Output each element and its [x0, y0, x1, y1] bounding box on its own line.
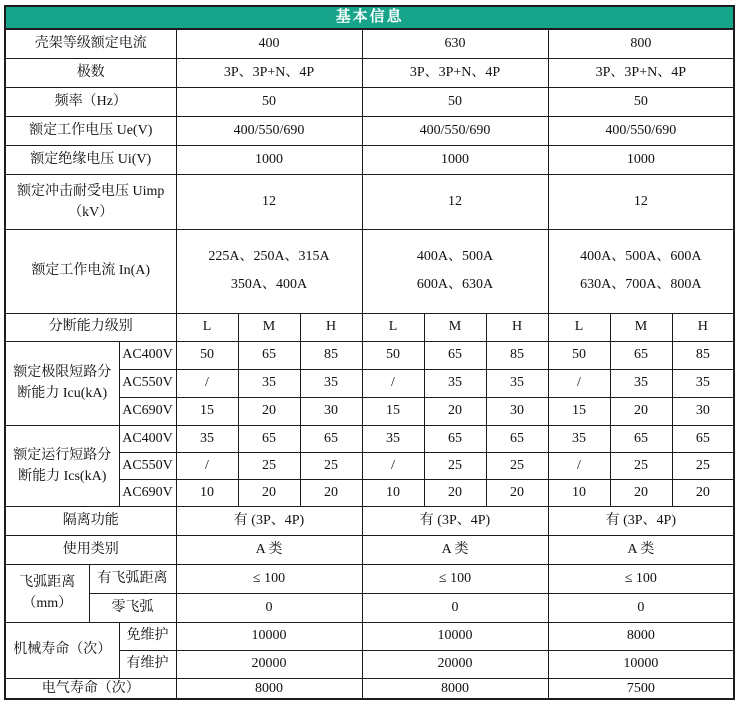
rated-current-value	[362, 229, 548, 313]
impulse-voltage-label-line2: （kV）	[68, 204, 114, 220]
ics-cell: 65	[300, 425, 362, 452]
row-utilization-category	[5, 535, 734, 564]
ics-cell: 10	[548, 479, 610, 506]
impulse-voltage-label-line1: 额定冲击耐受电压 Uimp	[17, 183, 165, 199]
rated-voltage-value: 400/550/690	[362, 116, 548, 145]
icu-cell: 35	[486, 369, 548, 397]
rated-current-value-line1: 400A、500A、600A	[580, 249, 702, 264]
mech-life-value: 10000	[362, 622, 548, 650]
ics-cell: 35	[362, 425, 424, 452]
ics-cell: 65	[486, 425, 548, 452]
breaking-class-cell: M	[424, 313, 486, 341]
breaking-class-cell: M	[238, 313, 300, 341]
breaking-class-cell: L	[548, 313, 610, 341]
impulse-voltage-value: 12	[548, 174, 734, 229]
row-ics-ac400	[5, 425, 734, 452]
row-arc-distance	[5, 564, 734, 593]
icu-sub-label: AC550V	[119, 369, 176, 397]
breaking-class-label: 分断能力级别	[5, 313, 176, 341]
ics-cell: 20	[486, 479, 548, 506]
frame-current-value: 630	[362, 29, 548, 58]
insulation-voltage-value: 1000	[548, 145, 734, 174]
icu-cell: 50	[548, 341, 610, 369]
arc-distance-sub-label: 有飞弧距离	[89, 564, 176, 593]
ics-cell: 20	[424, 479, 486, 506]
mech-life-value: 20000	[362, 650, 548, 678]
mech-life-value: 8000	[548, 622, 734, 650]
row-frequency	[5, 87, 734, 116]
row-frame-current	[5, 29, 734, 58]
poles-value: 3P、3P+N、4P	[548, 58, 734, 87]
table-title: 基本信息	[5, 6, 734, 29]
rated-voltage-label: 额定工作电压 Ue(V)	[5, 116, 176, 145]
rated-current-label: 额定工作电流 In(A)	[5, 229, 176, 313]
icu-cell: /	[548, 369, 610, 397]
utilization-category-value: A 类	[362, 535, 548, 564]
row-breaking-class	[5, 313, 734, 341]
rated-current-value-line2: 350A、400A	[230, 277, 308, 292]
row-poles	[5, 58, 734, 87]
utilization-category-label: 使用类别	[5, 535, 176, 564]
ics-cell: 35	[176, 425, 238, 452]
rated-current-value-line1: 400A、500A	[416, 249, 494, 264]
spec-table	[4, 5, 735, 700]
icu-sub-label: AC400V	[119, 341, 176, 369]
icu-cell: /	[176, 369, 238, 397]
rated-current-value	[176, 229, 362, 313]
ics-cell: 25	[300, 452, 362, 479]
row-isolation	[5, 506, 734, 535]
isolation-value: 有 (3P、4P)	[548, 506, 734, 535]
poles-label: 极数	[5, 58, 176, 87]
breaking-class-cell: H	[300, 313, 362, 341]
icu-cell: 15	[548, 397, 610, 425]
ics-cell: 25	[424, 452, 486, 479]
rated-current-value-line2: 600A、630A	[416, 277, 494, 292]
ics-cell: 20	[610, 479, 672, 506]
frame-current-value: 800	[548, 29, 734, 58]
breaking-class-cell: L	[176, 313, 238, 341]
electrical-life-value: 7500	[548, 678, 734, 699]
row-impulse-voltage	[5, 174, 734, 229]
icu-cell: 35	[238, 369, 300, 397]
frame-current-label: 壳架等级额定电流	[5, 29, 176, 58]
mech-life-value: 10000	[176, 622, 362, 650]
icu-label	[5, 341, 119, 425]
icu-cell: 35	[300, 369, 362, 397]
ics-cell: 65	[424, 425, 486, 452]
frame-current-value: 400	[176, 29, 362, 58]
rated-current-value-line2: 630A、700A、800A	[580, 277, 702, 292]
arc-distance-value: ≤ 100	[176, 564, 362, 593]
insulation-voltage-value: 1000	[362, 145, 548, 174]
ics-cell: 35	[548, 425, 610, 452]
icu-cell: 35	[610, 369, 672, 397]
icu-cell: 50	[176, 341, 238, 369]
mech-life-label: 机械寿命（次）	[5, 622, 119, 678]
breaking-class-cell: L	[362, 313, 424, 341]
arc-distance-label-line1: 飞弧距离	[19, 575, 76, 590]
insulation-voltage-label: 额定绝缘电压 Ui(V)	[5, 145, 176, 174]
ics-label-line2: 断能力 Ics(kA)	[18, 468, 107, 484]
row-icu-ac400	[5, 341, 734, 369]
zero-arc-value: 0	[362, 593, 548, 622]
zero-arc-sub-label: 零飞弧	[89, 593, 176, 622]
icu-cell: /	[362, 369, 424, 397]
icu-cell: 50	[362, 341, 424, 369]
electrical-life-label: 电气寿命（次）	[5, 678, 176, 699]
isolation-value: 有 (3P、4P)	[176, 506, 362, 535]
row-rated-current	[5, 229, 734, 313]
mech-life-value: 10000	[548, 650, 734, 678]
frequency-label: 频率（Hz）	[5, 87, 176, 116]
icu-sub-label: AC690V	[119, 397, 176, 425]
ics-cell: 10	[176, 479, 238, 506]
arc-distance-label	[5, 564, 89, 622]
utilization-category-value: A 类	[176, 535, 362, 564]
icu-cell: 65	[424, 341, 486, 369]
ics-sub-label: AC400V	[119, 425, 176, 452]
rated-voltage-value: 400/550/690	[548, 116, 734, 145]
icu-cell: 85	[486, 341, 548, 369]
frequency-value: 50	[362, 87, 548, 116]
electrical-life-value: 8000	[362, 678, 548, 699]
ics-cell: 20	[672, 479, 734, 506]
zero-arc-value: 0	[548, 593, 734, 622]
icu-label-line2: 断能力 Icu(kA)	[17, 386, 108, 401]
poles-value: 3P、3P+N、4P	[176, 58, 362, 87]
breaking-class-cell: M	[610, 313, 672, 341]
icu-cell: 85	[300, 341, 362, 369]
electrical-life-value: 8000	[176, 678, 362, 699]
frequency-value: 50	[176, 87, 362, 116]
icu-cell: 35	[424, 369, 486, 397]
arc-distance-label-line2: （mm）	[22, 596, 73, 611]
utilization-category-value: A 类	[548, 535, 734, 564]
ics-cell: /	[548, 452, 610, 479]
isolation-label: 隔离功能	[5, 506, 176, 535]
breaking-class-cell: H	[672, 313, 734, 341]
icu-cell: 30	[672, 397, 734, 425]
ics-cell: 65	[672, 425, 734, 452]
icu-cell: 20	[238, 397, 300, 425]
arc-distance-value: ≤ 100	[362, 564, 548, 593]
icu-cell: 15	[176, 397, 238, 425]
icu-cell: 30	[300, 397, 362, 425]
ics-cell: 25	[672, 452, 734, 479]
ics-cell: 20	[300, 479, 362, 506]
poles-value: 3P、3P+N、4P	[362, 58, 548, 87]
rated-current-value-line1: 225A、250A、315A	[208, 249, 330, 264]
arc-distance-value: ≤ 100	[548, 564, 734, 593]
impulse-voltage-value: 12	[176, 174, 362, 229]
insulation-voltage-value: 1000	[176, 145, 362, 174]
icu-cell: 30	[486, 397, 548, 425]
row-electrical-life	[5, 678, 734, 699]
mech-life-sub-label: 有维护	[119, 650, 176, 678]
row-zero-arc	[5, 593, 734, 622]
zero-arc-value: 0	[176, 593, 362, 622]
isolation-value: 有 (3P、4P)	[362, 506, 548, 535]
ics-cell: 10	[362, 479, 424, 506]
icu-cell: 20	[424, 397, 486, 425]
row-mech-life-maintfree	[5, 622, 734, 650]
impulse-voltage-value: 12	[362, 174, 548, 229]
mech-life-sub-label: 免维护	[119, 622, 176, 650]
ics-label-line1: 额定运行短路分	[13, 447, 112, 463]
icu-cell: 20	[610, 397, 672, 425]
icu-cell: 65	[610, 341, 672, 369]
icu-label-line1: 额定极限短路分	[13, 365, 112, 380]
ics-cell: /	[176, 452, 238, 479]
frequency-value: 50	[548, 87, 734, 116]
icu-cell: 15	[362, 397, 424, 425]
row-insulation-voltage	[5, 145, 734, 174]
breaking-class-cell: H	[486, 313, 548, 341]
ics-cell: 25	[486, 452, 548, 479]
impulse-voltage-label	[5, 174, 176, 229]
ics-sub-label: AC550V	[119, 452, 176, 479]
ics-sub-label: AC690V	[119, 479, 176, 506]
table-header-row	[5, 6, 734, 29]
icu-cell: 35	[672, 369, 734, 397]
ics-cell: /	[362, 452, 424, 479]
mech-life-value: 20000	[176, 650, 362, 678]
icu-cell: 65	[238, 341, 300, 369]
row-rated-voltage	[5, 116, 734, 145]
rated-voltage-value: 400/550/690	[176, 116, 362, 145]
rated-current-value	[548, 229, 734, 313]
ics-cell: 65	[610, 425, 672, 452]
ics-cell: 65	[238, 425, 300, 452]
ics-cell: 25	[610, 452, 672, 479]
ics-cell: 25	[238, 452, 300, 479]
ics-cell: 20	[238, 479, 300, 506]
icu-cell: 85	[672, 341, 734, 369]
ics-label	[5, 425, 119, 506]
